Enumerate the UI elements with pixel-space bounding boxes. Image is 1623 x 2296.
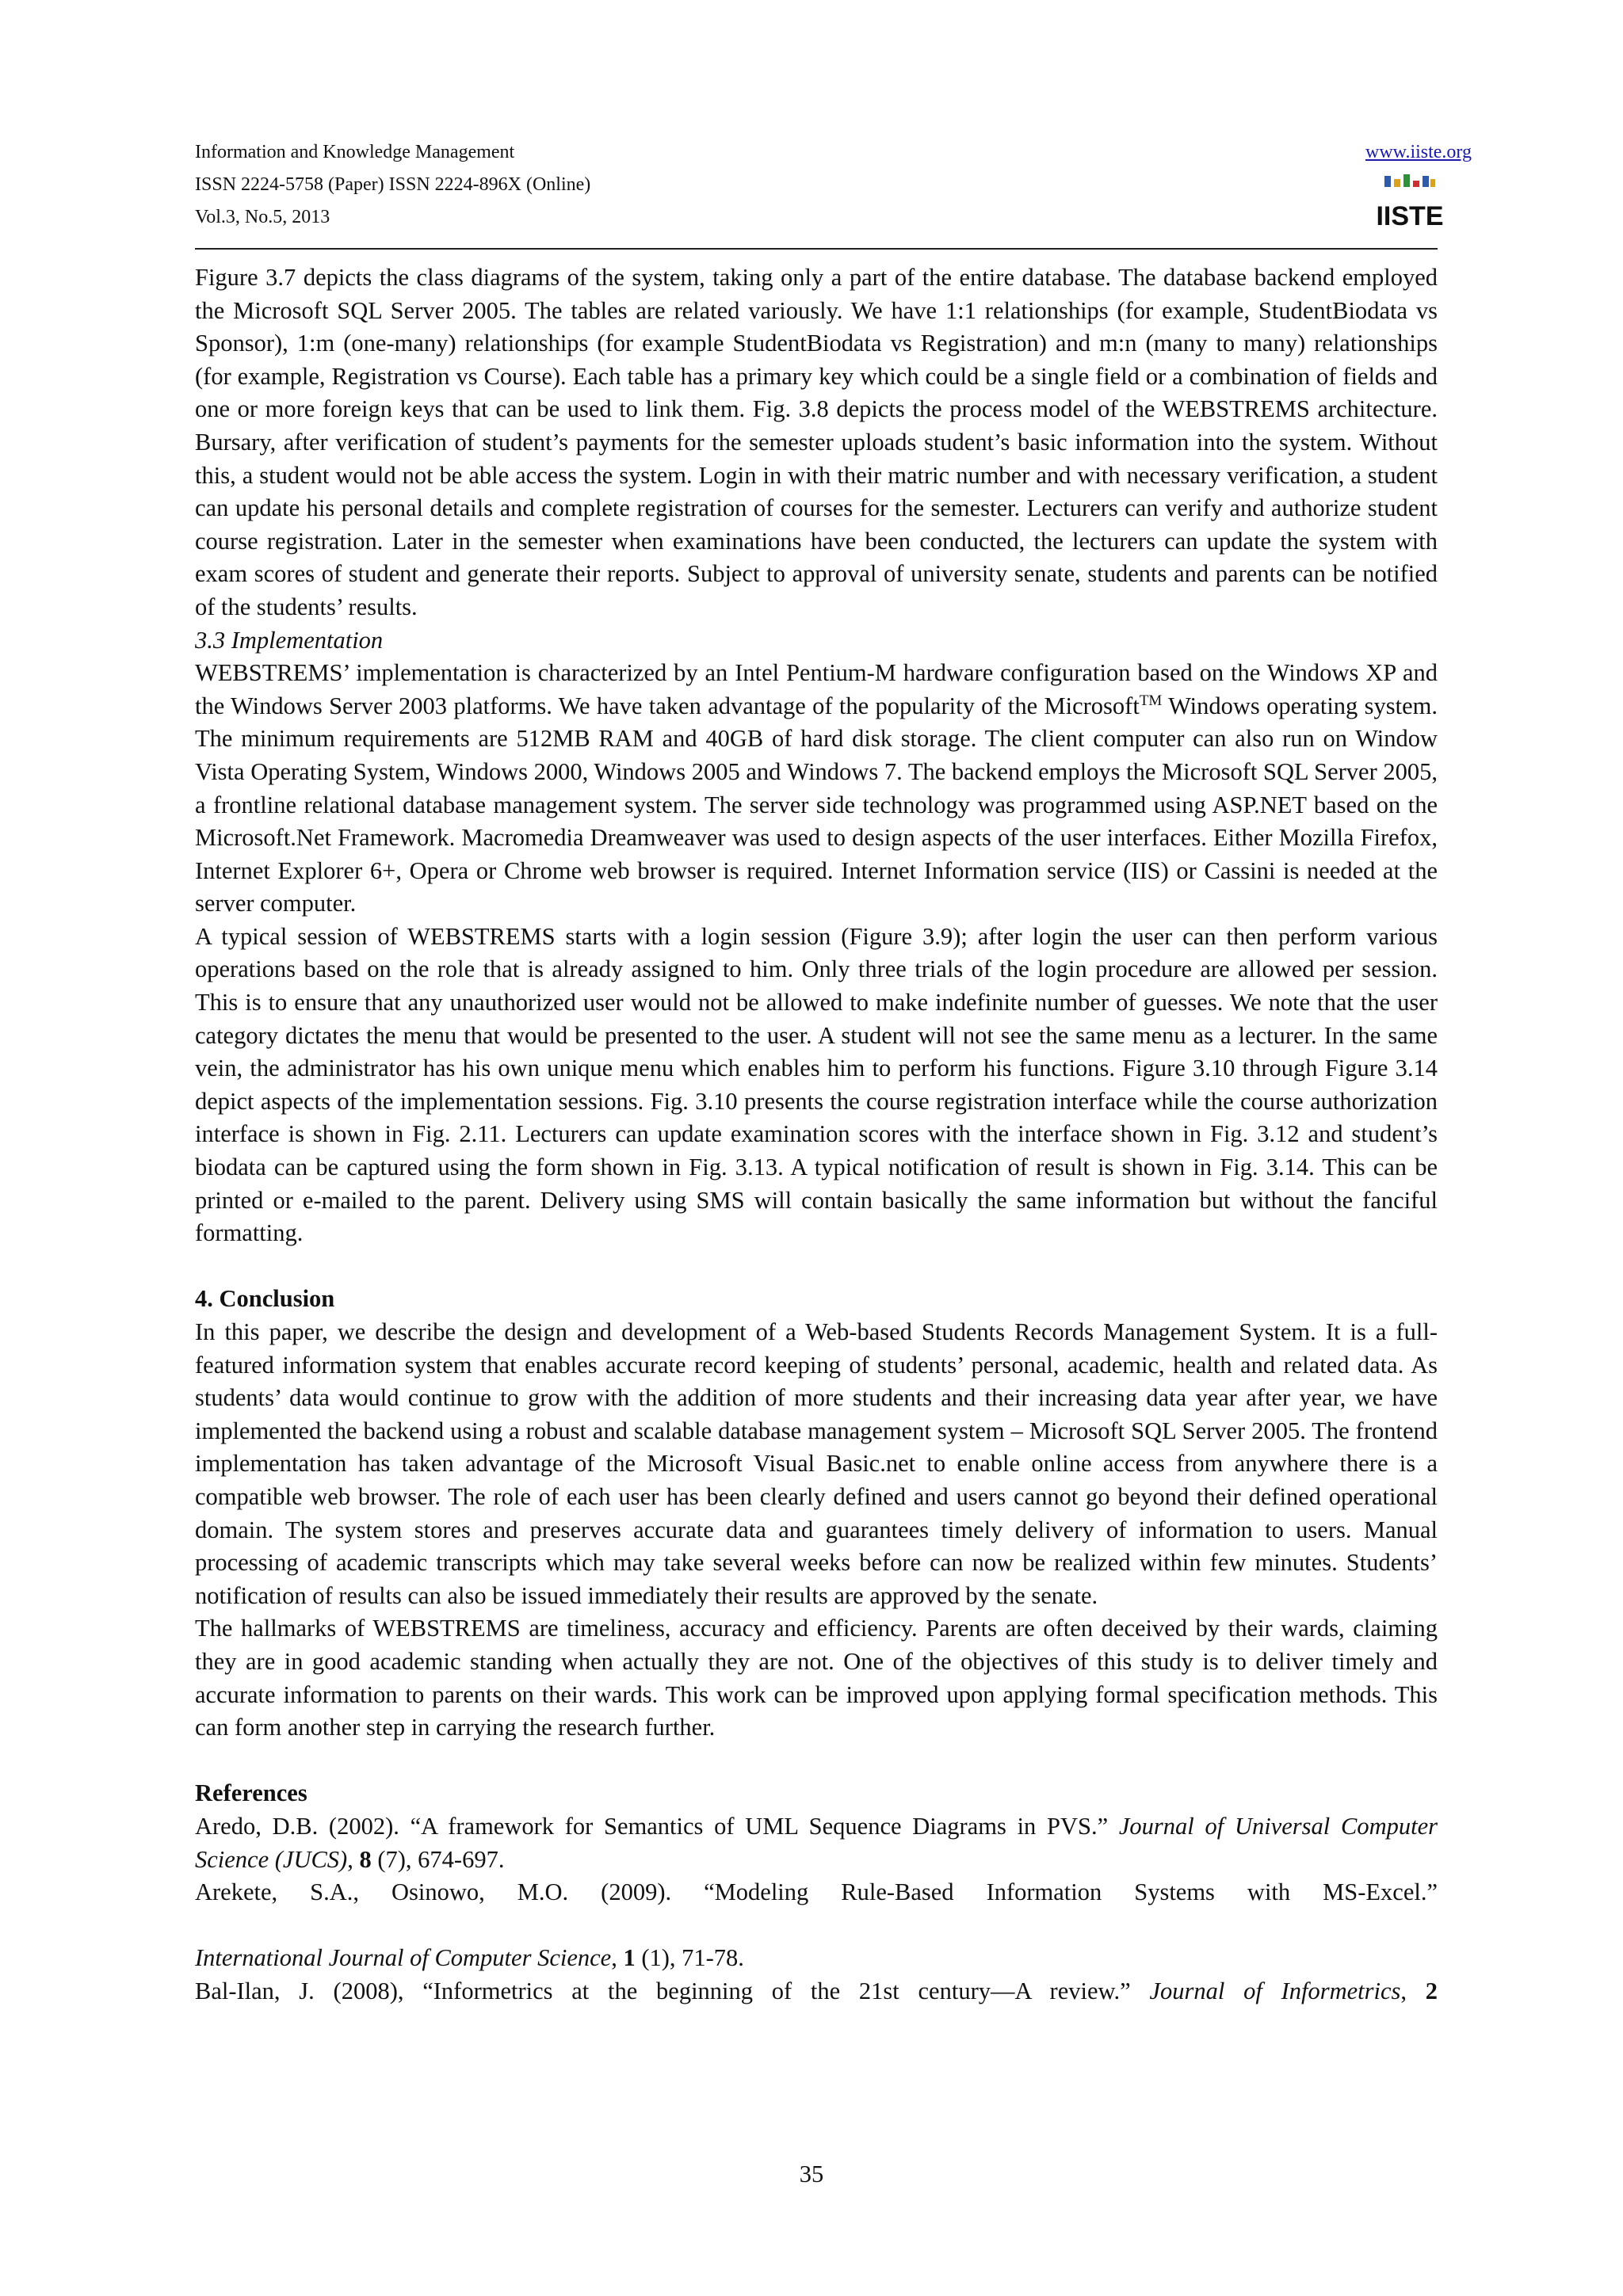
ref-arekete-pages: (1), 71-78. (635, 1944, 744, 1972)
article-body (195, 261, 1438, 2008)
ref-arekete-volume: 1 (623, 1944, 636, 1972)
ref-arekete-sep: , (611, 1944, 624, 1972)
journal-name: Information and Knowledge Management (195, 142, 515, 162)
reference-arekete-cont (195, 1942, 1438, 1975)
paragraph-hallmarks: The hallmarks of WEBSTREMS are timeliness, accuracy and efficiency. Parents are often deceived by their wards, claiming they are in good academic standing when actually they are not. One of the objectives of this study is to deliver timely and accurate information to parents on their wards. This work can be improved upon applying formal specification methods. This can form another step in carrying the research further. (195, 1615, 1438, 1741)
header-rule (195, 248, 1438, 250)
trademark-sup: TM (1139, 692, 1163, 709)
paragraph-login-session: A typical session of WEBSTREMS starts with a login session (Figure 3.9); after login the user can then perform various operations based on the role that is already assigned to him. Only three trials of the login procedure are allowed per session. This is to ensure that any unauthorized user would not be allowed to make indefinite number of guesses. We note that the user category dictates the menu that would be presented to the user. A student will not see the same menu as a lecturer. In the same vein, the administrator has his own unique menu which enables him to perform his functions. Figure 3.10 through Figure 3.14 depict aspects of the implementation sessions. Fig. 3.10 presents the course registration interface while the course authorization interface is shown in Fig. 2.11. Lecturers can update examination scores with the interface shown in Fig. 3.12 and student’s biodata can be captured using the form shown in Fig. 3.13. A typical notification of result is shown in Fig. 3.14. This can be printed or e-mailed to the parent. Delivery using SMS will contain basically the same information but without the fanciful formatting. (195, 922, 1438, 1247)
paragraph-class-diagrams: Figure 3.7 depicts the class diagrams of the system, taking only a part of the entire database. The database backend employed the Microsoft SQL Server 2005. The tables are related variously. We have 1:1 relationships (for example, StudentBiodata vs Sponsor), 1:m (one-many) relationships (for example StudentBiodata vs Registration) and m:n (many to many) relationships (for example, Registration vs Course). Each table has a primary key which could be a single field or a combination of fields and one or more foreign keys that can be used to link them. Fig. 3.8 depicts the process model of the WEBSTREMS architecture. Bursary, after verification of student’s payments for the semester uploads student’s basic information into the system. Without this, a student would not be able access the system. Login in with their matric number and with necessary verification, a student can update his personal details and complete registration of courses for the semester. Lecturers can verify and authorize student course registration. Later in the semester when examinations have been conducted, the lecturers can update the system with exam scores of student and generate their reports. Subject to approval of university senate, students and parents can be notified of the students’ results. (195, 264, 1438, 620)
journal-url-link[interactable]: www.iiste.org (1365, 142, 1472, 162)
running-header (195, 136, 1438, 234)
reference-bal-ilan (195, 1975, 1438, 2008)
ref-balilan-sep: , (1400, 1977, 1426, 2004)
page-number: 35 (799, 2161, 824, 2187)
ref-balilan-volume: 2 (1425, 1977, 1438, 2004)
ref-aredo-text: Aredo, D.B. (2002). “A framework for Semantics of UML Sequence Diagrams in PVS.” (195, 1812, 1119, 1840)
ref-balilan-journal: Journal of Informetrics (1149, 1977, 1401, 2004)
section-heading-conclusion: 4. Conclusion (195, 1285, 335, 1313)
implementation-text-b: Windows operating system. The minimum requirements are 512MB RAM and 40GB of hard disk storage. The client computer can also run on Window Vista Operating System, Windows 2000, Windows 2005 and Windows 7. The backend employs the Microsoft SQL Server 2005, a frontline relational database management system. The server side technology was programmed using ASP.NET based on the Microsoft.Net Framework. Macromedia Dreamweaver was used to design aspects of the user interfaces. Either Mozilla Firefox, Internet Explorer 6+, Opera or Chrome web browser is required. Internet Information service (IIS) or Cassini is needed at the server computer. (195, 692, 1438, 917)
ref-aredo-journal: Journal of Universal Computer Science (JUCS) (195, 1812, 1438, 1873)
section-heading-implementation: 3.3 Implementation (195, 626, 384, 654)
paragraph-conclusion: In this paper, we describe the design and development of a Web-based Students Records Management System. It is a full-featured information system that enables accurate record keeping of students’ personal, academic, health and related data. As students’ data would continue to grow with the addition of more students and their increasing data year after year, we have implemented the backend using a robust and scalable database management system – Microsoft SQL Server 2005. The frontend implementation has taken advantage of the Microsoft Visual Basic.net to enable online access from anywhere there is a compatible web browser. The role of each user has been clearly defined and users cannot go beyond their defined operational domain. The system stores and preserves accurate data and guarantees timely delivery of information to users. Manual processing of academic transcripts which may take several weeks before can now be realized within few minutes. Students’ notification of results can also be issued immediately their results are approved by the senate. (195, 1318, 1438, 1609)
paragraph-implementation (195, 657, 1438, 921)
issn-line: ISSN 2224-5758 (Paper) ISSN 2224-896X (Online) (195, 174, 591, 195)
ref-arekete-journal: International Journal of Computer Science (195, 1944, 612, 1972)
implementation-text-a: WEBSTREMS’ implementation is characterized by an Intel Pentium-M hardware configuration based on the Windows XP and the Windows Server 2003 platforms. We have taken advantage of the popularity of the Microsoft (195, 659, 1438, 719)
volume-line: Vol.3, No.5, 2013 (195, 207, 330, 227)
ref-aredo-pages: (7), 674-697. (371, 1845, 505, 1873)
reference-arekete: Arekete, S.A., Osinowo, M.O. (2009). “Modeling Rule-Based Information Systems with MS-Excel.” (195, 1878, 1438, 1906)
ref-aredo-sep: , (347, 1845, 360, 1873)
iiste-logo-icon (1376, 173, 1444, 231)
reference-aredo (195, 1810, 1438, 1876)
svg-text:IISTE: IISTE (1376, 201, 1444, 231)
ref-aredo-volume: 8 (359, 1845, 372, 1873)
references-heading: References (195, 1779, 307, 1807)
ref-balilan-text: Bal-Ilan, J. (2008), “Informetrics at the beginning of the 21st century—A review.” (195, 1977, 1150, 2004)
